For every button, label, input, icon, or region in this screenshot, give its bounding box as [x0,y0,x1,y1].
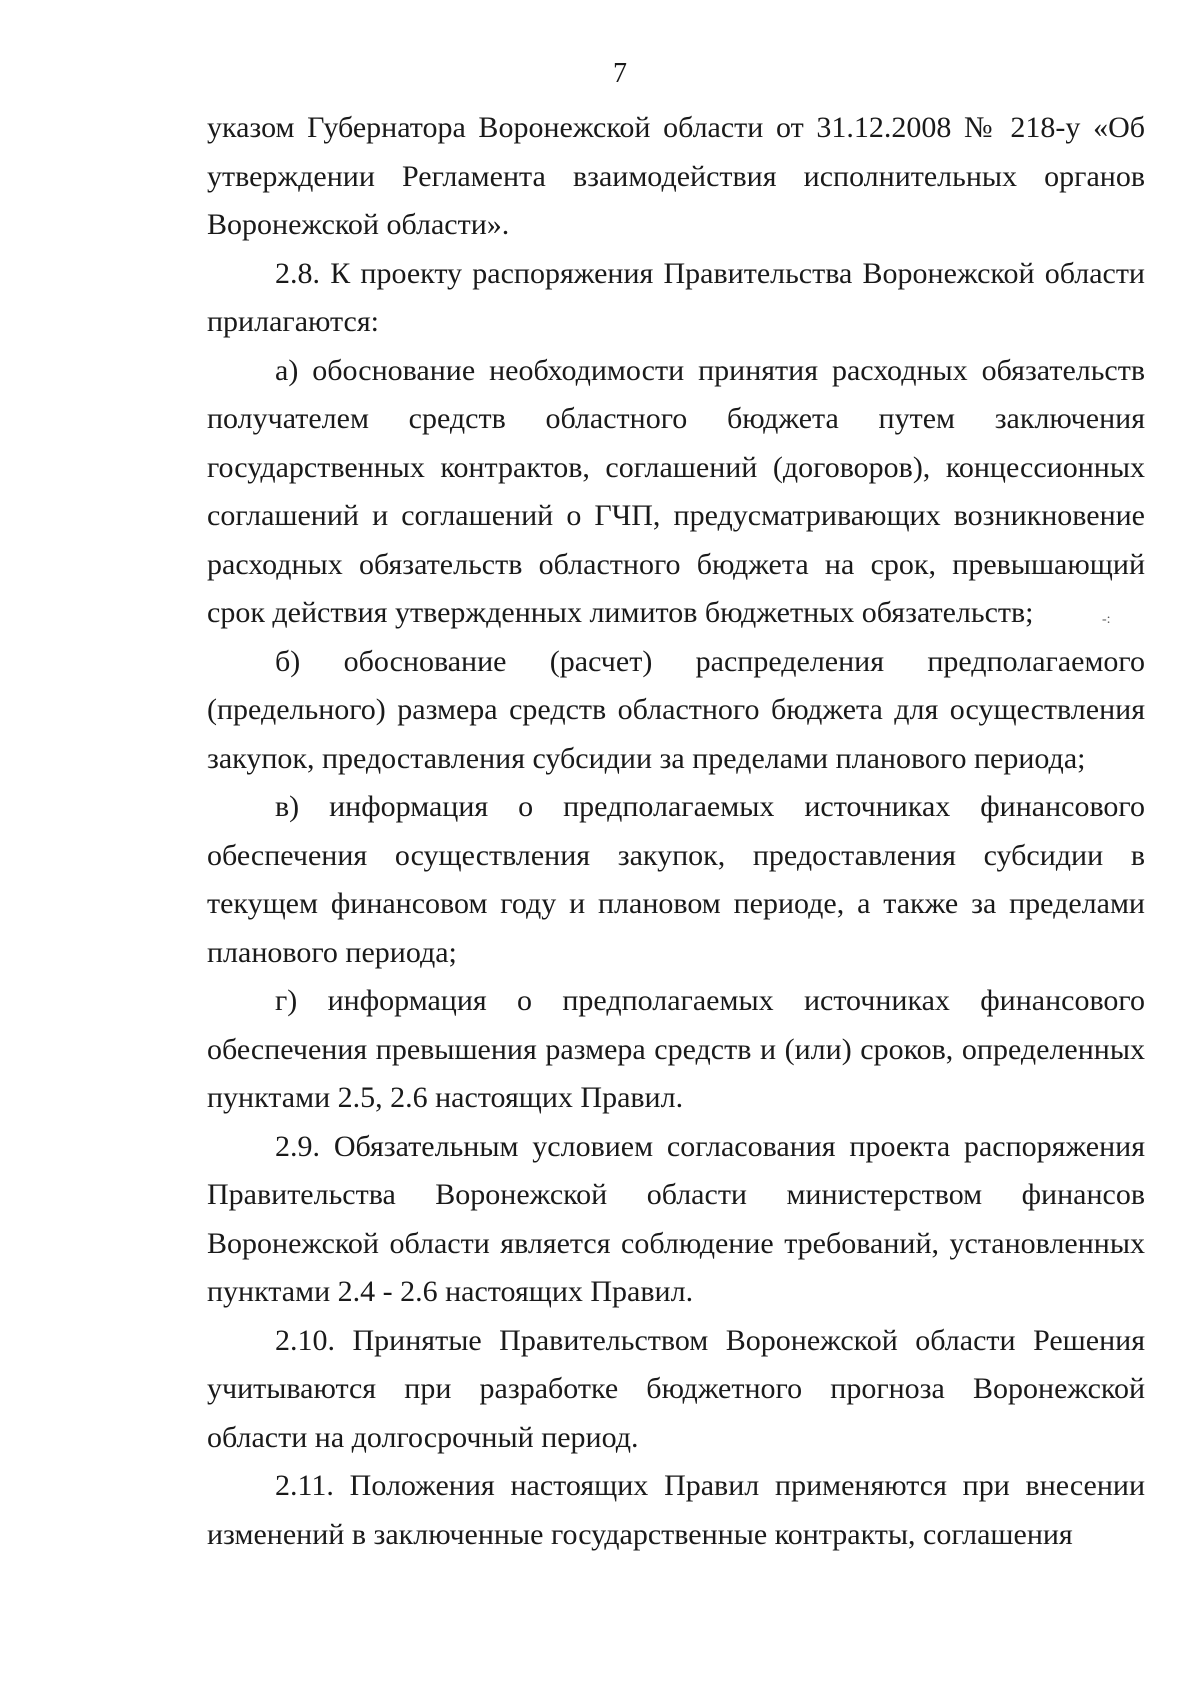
paragraph-2-8-v: в) информация о предполагаемых источниках финансового обеспечения осуществления закупок, предоставления субсидии в текущем финансовом году и плановом периоде, а также за пределами планового периода; [207,790,1145,969]
paragraph-2-10: 2.10. Принятые Правительством Воронежской области Решения учитываются при разработке бюджетного прогноза Воронежской области на долгосрочный период. [207,1323,1145,1454]
paragraph-2-9: 2.9. Обязательным условием согласования проекта распоряжения Правительства Воронежской области министерством финансов Воронежской области является соблюдение требований, установленных пунктами 2.4 - 2.6 настоящих Правил. [207,1129,1145,1308]
paragraph-2-8-b: б) обоснование (расчет) распределения предполагаемого (предельного) размера средств областного бюджета для осуществления закупок, предоставления субсидии за пределами планового периода; [207,644,1145,775]
page-number: 7 [613,58,627,89]
stray-scan-mark: -: [1102,612,1111,627]
paragraph-2-11: 2.11. Положения настоящих Правил применяются при внесении изменений в заключенные государственные контракты, соглашения [207,1469,1145,1551]
paragraph-2-8-a: а) обоснование необходимости принятия расходных обязательств получателем средств областного бюджета путем заключения государственных контрактов, соглашений (договоров), концессионных соглашений и соглашений о ГЧП, предусматривающих возникновение расходных обязательств областного бюджета на срок, превышающий срок действия утвержденных лимитов бюджетных обязательств; [207,353,1145,629]
paragraph-2-8: 2.8. К проекту распоряжения Правительства Воронежской области прилагаются: [207,256,1145,338]
paragraph-2-8-g: г) информация о предполагаемых источниках финансового обеспечения превышения размера средств и (или) сроков, определенных пунктами 2.5, 2.6 настоящих Правил. [207,984,1145,1114]
document-body [207,104,1145,1559]
paragraph-continuation: указом Губернатора Воронежской области от 31.12.2008 № 218-у «Об утверждении Регламента взаимодействия исполнительных органов Воронежской области». [207,111,1145,241]
